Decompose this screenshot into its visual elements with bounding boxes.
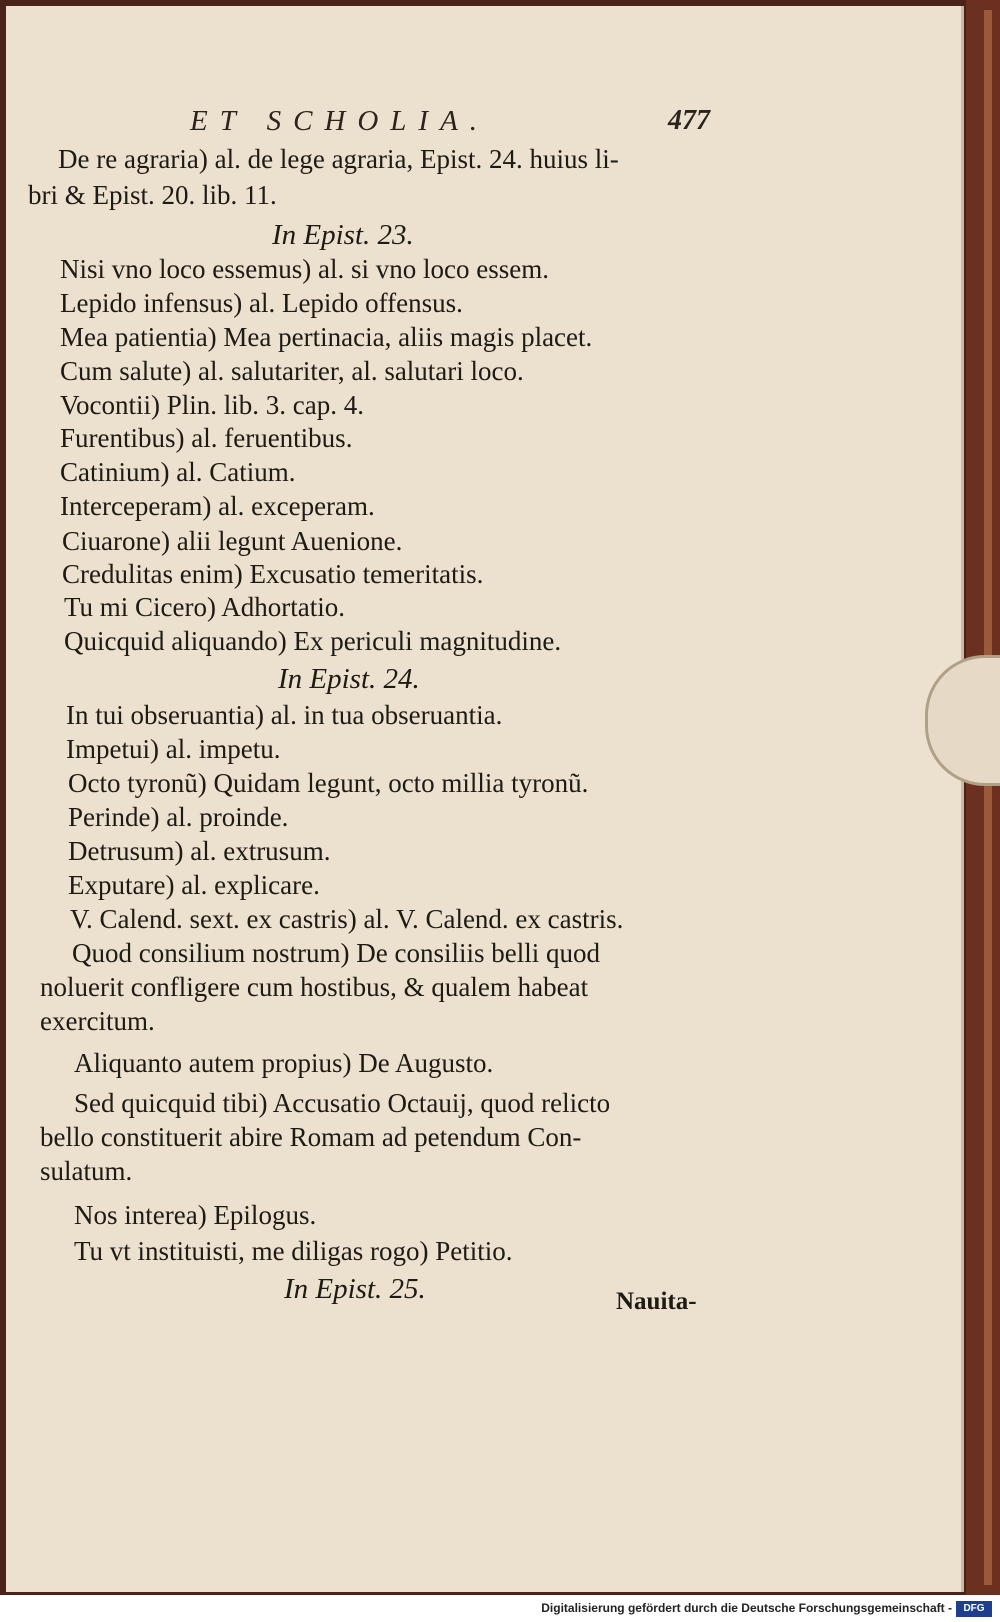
text-line: Credulitas enim) Excusatio temeritatis.: [62, 559, 484, 589]
text-line: Ciuarone) alii legunt Auenione.: [62, 526, 403, 556]
funding-credit: Digitalisierung gefördert durch die Deutsche Forschungsgemeinschaft -: [541, 1601, 952, 1615]
text-line: Lepido infensus) al. Lepido offensus.: [60, 288, 463, 318]
text-line: exercitum.: [40, 1006, 155, 1036]
text-line: Tu vt instituisti, me diligas rogo) Petitio.: [74, 1236, 513, 1266]
book-edge: [966, 0, 1000, 1595]
text-line: Perinde) al. proinde.: [68, 802, 289, 832]
text-line: bello constituerit abire Romam ad petendum Con-: [40, 1122, 582, 1152]
text-line: Quod consilium nostrum) De consiliis belli quod: [72, 938, 600, 968]
text-line: V. Calend. sext. ex castris) al. V. Calend. ex castris.: [70, 904, 624, 934]
text-line: bri & Epist. 20. lib. 11.: [28, 180, 277, 210]
text-line: Exputare) al. explicare.: [68, 870, 320, 900]
page-header: [150, 105, 710, 145]
text-line: Sed quicquid tibi) Accusatio Octauij, quod relicto: [74, 1088, 611, 1118]
text-line: Cum salute) al. salutariter, al. salutari loco.: [60, 356, 524, 386]
text-line: Tu mi Cicero) Adhortatio.: [64, 592, 345, 622]
text-line: Furentibus) al. feruentibus.: [60, 423, 353, 453]
text-line: noluerit confligere cum hostibus, & qualem habeat: [40, 972, 589, 1002]
text-line: Vocontii) Plin. lib. 3. cap. 4.: [60, 390, 364, 420]
dfg-logo: DFG: [956, 1601, 992, 1617]
page-number: 477: [668, 105, 710, 136]
text-line: Aliquanto autem propius) De Augusto.: [74, 1048, 494, 1078]
text-line: Nos interea) Epilogus.: [74, 1200, 317, 1230]
epistle-heading: In Epist. 24.: [278, 663, 420, 695]
digitization-footer: [0, 1598, 1000, 1622]
text-line: Impetui) al. impetu.: [66, 734, 281, 764]
epistle-heading: In Epist. 23.: [272, 219, 414, 251]
text-line: Mea patientia) Mea pertinacia, aliis magis placet.: [60, 322, 593, 352]
text-line: Detrusum) al. extrusum.: [68, 836, 331, 866]
text-line: Nisi vno loco essemus) al. si vno loco essem.: [60, 254, 549, 284]
running-title: ET SCHOLIA.: [190, 105, 490, 137]
text-line: Catinium) al. Catium.: [60, 457, 296, 487]
text-line: In tui obseruantia) al. in tua obseruantia.: [66, 700, 503, 730]
text-line: Quicquid aliquando) Ex periculi magnitudine.: [64, 626, 562, 656]
text-line: sulatum.: [40, 1156, 133, 1186]
book-edge-inner: [984, 10, 992, 1585]
text-line: Octo tyronũ) Quidam legunt, octo millia tyronũ.: [68, 768, 589, 798]
epistle-heading: In Epist. 25.: [284, 1273, 426, 1305]
catchword: Nauita-: [616, 1288, 697, 1315]
text-line: Interceperam) al. exceperam.: [60, 491, 375, 521]
text-line: De re agraria) al. de lege agraria, Epist. 24. huius li-: [58, 144, 619, 174]
